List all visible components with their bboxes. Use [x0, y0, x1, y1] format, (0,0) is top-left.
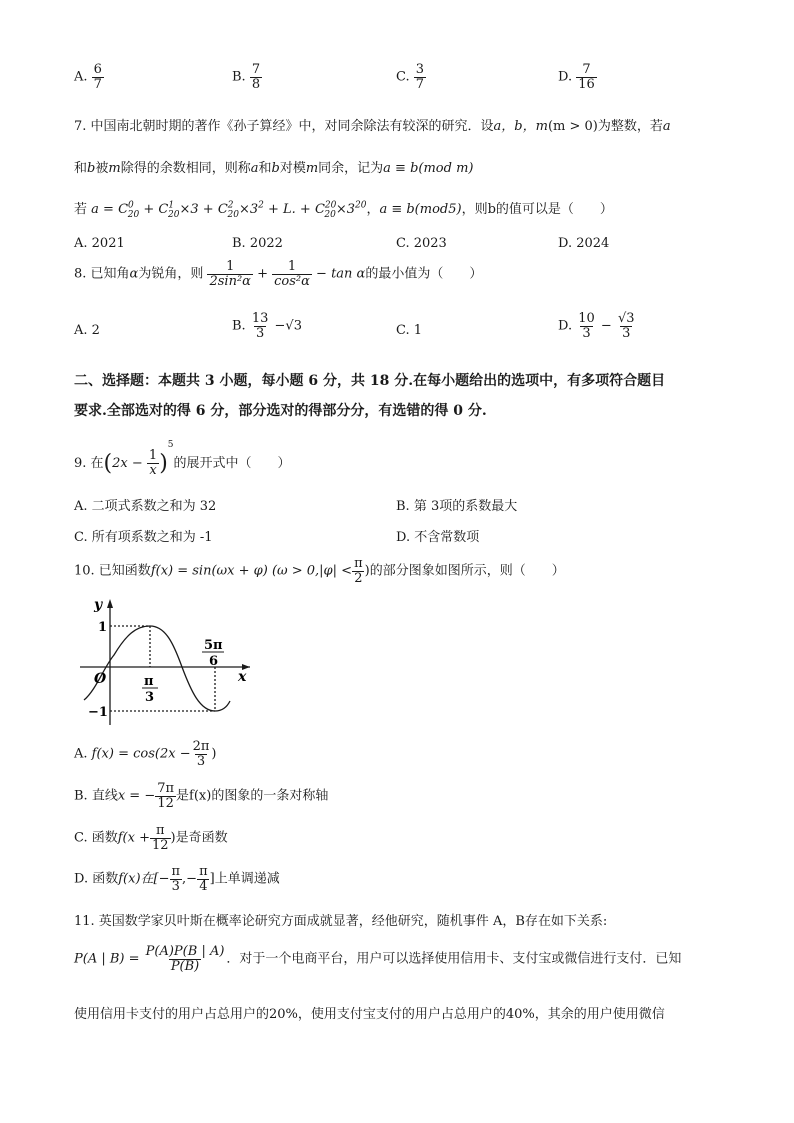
numerator: P(A)P(B | A) [145, 944, 225, 959]
text: −√3 [274, 318, 302, 334]
text: x = − [117, 788, 156, 804]
sine-graph [70, 595, 260, 730]
text: a ≡ b(mod5) [379, 202, 462, 217]
q7-option-c: C. 2023 [396, 236, 447, 251]
text: − tan α [316, 266, 366, 282]
text: 9. 在 [74, 456, 104, 471]
q9-option-c: C. 所有项系数之和为 -1 [74, 530, 213, 545]
q8-option-a: A. 2 [74, 323, 100, 338]
denominator: x [149, 463, 157, 478]
q9-stem [74, 440, 291, 478]
text: P(A | B) = [74, 951, 140, 967]
option-label: B. [232, 318, 246, 334]
q6-option-b [232, 63, 262, 91]
option-label: D. 函数 [74, 871, 119, 887]
text: f(x) = cos(2x − [91, 746, 191, 762]
denominator: 7 [415, 76, 425, 92]
q11-line2 [74, 945, 681, 973]
numerator: 13 [251, 311, 269, 326]
q10-stem [74, 557, 565, 585]
text: ．对于一个电商平台，用户可以选择使用信用卡、支付宝或微信进行支付．已知 [226, 951, 682, 967]
text: f(x)在[− [118, 871, 170, 887]
text: 除得的余数相同，则称 [120, 161, 251, 176]
right-paren: ) [159, 451, 168, 476]
q9-option-b: B. 第 3项的系数最大 [396, 499, 518, 514]
text: 为整数，若 [597, 119, 663, 134]
option-label: B. [232, 69, 246, 85]
fraction [576, 312, 597, 340]
text: 若 [74, 202, 88, 217]
denominator: 3 [582, 325, 591, 341]
q7-line2 [74, 157, 473, 176]
denominator: cos²α [274, 273, 310, 289]
text: 是f(x)的图象的一条对称轴 [176, 788, 329, 804]
text: 10. 已知函数 [74, 563, 151, 579]
fraction [197, 865, 210, 893]
denominator: P(B) [170, 958, 200, 974]
section-heading-line2: 要求.全部选对的得 6 分，部分选对的得部分分，有选错的得 0 分. [74, 403, 487, 419]
q11-line3: 使用信用卡支付的用户占总用户的20%，使用支付宝支付的用户占总用户的40%，其余的用户使用微信 [74, 1007, 665, 1022]
q6-option-a [74, 63, 104, 91]
q8-option-b [232, 312, 302, 340]
fraction [250, 312, 271, 340]
fraction [92, 63, 104, 91]
fraction [576, 63, 597, 91]
x-axis-label: x [238, 669, 247, 685]
section-heading-line1: 二、选择题：本题共 3 小题，每小题 6 分，共 18 分.在每小题给出的选项中，有多项符合题目 [74, 373, 666, 389]
text: 的展开式中（ ） [173, 456, 291, 471]
y-tick-neg-one: −1 [88, 705, 108, 720]
text: b [87, 161, 96, 176]
numerator: π [156, 823, 165, 838]
q9-option-a: A. 二项式系数之和为 32 [74, 499, 217, 514]
text: a ≡ b(mod m) [383, 161, 474, 176]
q10-option-d [74, 865, 280, 893]
x-tick-pi3-num: π [144, 674, 154, 689]
y-tick-one: 1 [98, 620, 108, 635]
q6-option-c [396, 63, 426, 91]
fraction [155, 782, 176, 810]
text: m [108, 161, 121, 176]
text: 2x − [112, 456, 143, 471]
fraction [191, 740, 212, 768]
q10-option-b [74, 782, 328, 810]
numerator: 2π [192, 739, 210, 754]
text: α [129, 266, 139, 282]
denominator: 12 [157, 795, 174, 811]
option-label: C. [396, 69, 410, 85]
denominator: 16 [578, 76, 595, 92]
text: 和 [258, 161, 272, 176]
denominator: 2sin²α [209, 273, 251, 289]
text: 的部分图象如图所示，则（ ） [369, 563, 565, 579]
q7-line1 [74, 115, 671, 134]
text: m [305, 161, 319, 176]
text: f(x + [117, 830, 150, 846]
q9-option-d: D. 不含常数项 [396, 530, 480, 545]
numerator: 7π [157, 781, 175, 796]
fraction [414, 63, 426, 91]
q10-option-a [74, 740, 217, 768]
fraction [170, 865, 183, 893]
y-axis-arrow-icon [107, 599, 113, 608]
option-label: C. 函数 [74, 830, 118, 846]
numerator: 3 [415, 62, 425, 77]
fraction [147, 449, 159, 477]
numerator: √3 [617, 311, 635, 326]
fraction [272, 260, 312, 288]
q7-option-b: B. 2022 [232, 236, 283, 251]
text: ) [364, 563, 370, 579]
q8-option-d: D. $\frac{10}{3}$ − $\frac{√3}{3}$ [558, 311, 635, 341]
x-tick-5pi6-den: 6 [209, 654, 219, 669]
text: ，则b的值可以是（ ） [461, 202, 613, 217]
text: a [662, 119, 671, 134]
text: (m > 0) [547, 119, 598, 134]
text: ]上单调递减 [209, 871, 280, 887]
fraction [207, 260, 252, 288]
x-tick-pi3-den: 3 [145, 690, 155, 705]
text: a，b，m [493, 119, 548, 134]
text: 和 [74, 161, 88, 176]
q7-line3: 若 $a = C^0_{20} + C^1_{20}\times 3 + C^2_{20}\times 3^2 + L$. + $C^{20}_{20}\times 3^{20}$，a ≡ b(mod5)，则b的值可以是（ ） [74, 200, 613, 220]
numerator: 10 [578, 311, 595, 326]
numerator: 7 [251, 62, 261, 77]
x-tick-5pi6-num: 5π [204, 638, 223, 653]
text: b [271, 161, 280, 176]
y-axis-label: y [94, 597, 103, 613]
numerator: 7 [582, 62, 591, 77]
fraction [144, 945, 227, 973]
denominator: 3 [171, 878, 180, 894]
fraction [352, 557, 365, 585]
q7-option-a: A. 2021 [74, 236, 125, 251]
option-label: D. [558, 318, 573, 334]
numerator: π [354, 556, 363, 571]
denominator: 4 [199, 878, 208, 894]
text: ) [211, 746, 217, 762]
option-label: A. [74, 746, 88, 762]
text: ,− [182, 871, 198, 887]
text: a [250, 161, 259, 176]
text: 的最小值为（ ） [365, 266, 483, 282]
q7-option-d: D. 2024 [558, 236, 610, 251]
binomial-sum: $a = C^0_{20} + C^1_{20}\times 3 + C^2_{20}\times 3^2 + L$. + $C^{20}_{20}\times 3^{20}$ [91, 200, 367, 220]
option-label: D. [558, 69, 573, 85]
numerator: 6 [93, 62, 102, 77]
fraction [616, 312, 637, 340]
text: 为锐角，则 [138, 266, 204, 282]
text: 对模 [279, 161, 306, 176]
numerator: π [171, 864, 181, 879]
left-paren: ( [103, 451, 113, 476]
option-label: B. 直线 [74, 788, 118, 804]
option-label: A. [74, 69, 88, 85]
denominator: 2 [354, 570, 363, 586]
text: 被 [95, 161, 109, 176]
denominator: 7 [93, 76, 102, 92]
q8-stem: 8. 已知角α为锐角，则 $\frac{1}{\text{2sin²α}}$ + $\frac{1}{\text{cos²α}}$ − tan α的最小值为（ ） [74, 259, 483, 289]
numerator: 1 [287, 259, 297, 274]
numerator: 1 [148, 448, 158, 464]
denominator: 8 [251, 76, 261, 92]
q8-option-c: C. 1 [396, 323, 423, 338]
text: )是奇函数 [170, 830, 228, 846]
numerator: π [199, 864, 208, 879]
numerator: 1 [226, 259, 235, 274]
fraction [150, 824, 171, 852]
text: 7. 中国南北朝时期的著作《孙子算经》中，对同余除法有较深的研究．设 [74, 119, 494, 134]
text: (ω > 0,|φ| < [271, 563, 353, 579]
denominator: 3 [255, 325, 265, 341]
text: 8. 已知角 [74, 266, 130, 282]
text: 同余，记为 [318, 161, 384, 176]
denominator: 3 [622, 325, 631, 341]
origin-label: O [94, 671, 107, 687]
q10-option-c [74, 824, 228, 852]
q11-line1: 11. 英国数学家贝叶斯在概率论研究方面成就显著，经他研究，随机事件 A，B存在如下关系: [74, 914, 608, 929]
text: f(x) = sin(ωx + φ) [150, 563, 268, 579]
q6-option-d [558, 63, 597, 91]
fraction [250, 63, 262, 91]
denominator: 3 [196, 753, 206, 769]
exponent: 5 [167, 440, 174, 450]
denominator: 12 [152, 837, 169, 853]
